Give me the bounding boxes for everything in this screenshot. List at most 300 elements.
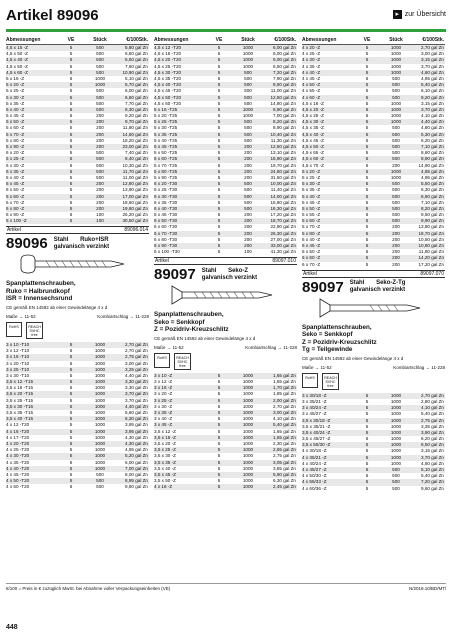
cell-price: 13,80 gal Zn	[418, 224, 444, 230]
cell-ve: 5	[365, 150, 369, 156]
cell-stueck: 500	[244, 94, 252, 100]
cell-dimension: 5 x 20 -T25	[154, 113, 178, 119]
cell-stueck: 500	[244, 181, 252, 187]
cell-ve: 5	[217, 416, 221, 422]
cell-ve: 5	[217, 181, 221, 187]
cell-ve: 5	[217, 459, 221, 465]
cell-dimension: 3,5 x 35/21 -Z	[302, 423, 331, 429]
cell-stueck: 1000	[390, 100, 402, 106]
cell-stueck: 1000	[390, 69, 402, 75]
cell-dimension: 3 x 30/18 -Z	[302, 392, 327, 398]
cell-price: 6,50 gal Zn	[125, 51, 148, 57]
cell-price: 4,30 gal Zn	[125, 434, 148, 440]
cell-price: 4,40 gal Zn	[125, 372, 148, 378]
cell-dimension: 6 x 30 -T30	[154, 193, 178, 199]
cell-price: 5,40 gal Zn	[421, 473, 444, 479]
cell-dimension: 4 x 30 -Z	[302, 57, 321, 63]
header-ve: VE	[363, 37, 371, 43]
article-bar	[302, 270, 445, 278]
desc-line-3: Z = Pozidriv-Kreuzschlitz	[154, 326, 229, 334]
cell-ve: 5	[365, 106, 369, 112]
cell-stueck: 500	[244, 125, 252, 131]
cell-dimension: 6 x 70 -Z	[6, 199, 25, 205]
cell-ve: 5	[365, 218, 369, 224]
cell-dimension: 4,5 x 35 -Z	[302, 125, 324, 131]
cell-stueck: 1000	[390, 398, 402, 404]
cell-ve: 5	[217, 57, 221, 63]
dimensions-link[interactable]: Maße → 11-52	[6, 313, 36, 319]
article-bar	[6, 226, 149, 234]
cell-dimension: 4,5 x 55 -Z	[302, 150, 324, 156]
cell-price: 1,85 gal Zn	[273, 391, 296, 397]
cell-price: 18,70 gal Zn	[270, 218, 296, 224]
cell-dimension: 6 x 50 -Z	[6, 187, 25, 193]
cell-dimension: 4 x 45 -T20	[6, 471, 30, 477]
cell-dimension: 6 x 80 -T30	[154, 236, 178, 242]
cell-dimension: 4 x 30 -T20	[6, 453, 30, 459]
cell-ve: 5	[69, 391, 73, 397]
cell-dimension: 6 x 100 -T30	[154, 249, 180, 255]
cell-dimension: 3 x 45 -Z	[154, 422, 173, 428]
cell-price: 8,00 gal Zn	[125, 471, 148, 477]
cell-dimension: 6 x 20 -Z	[6, 150, 25, 156]
cell-dimension: 4 x 30/18 -Z	[302, 448, 327, 454]
cell-price: 12,50 gal Zn	[270, 144, 296, 149]
cell-price: 6,00 gal Zn	[125, 88, 148, 94]
cell-price: 6,50 gal Zn	[421, 442, 444, 448]
cell-ve: 5	[69, 119, 73, 125]
cell-dimension: 4 x 12 -T20	[6, 422, 30, 428]
cell-dimension: 3,5 x 40 -Z	[154, 465, 176, 471]
cell-dimension: 3 x 10 -Z	[154, 372, 173, 378]
cell-stueck: 1000	[94, 459, 106, 465]
cell-ve: 5	[365, 181, 369, 187]
cell-ve: 5	[69, 162, 73, 168]
cell-stueck: 1000	[390, 411, 402, 417]
cell-price: 5,40 gal Zn	[421, 411, 444, 417]
cell-stueck: 1000	[94, 447, 106, 453]
cell-dimension: 3 x 16 -T10	[6, 354, 30, 360]
cell-ve: 5	[217, 113, 221, 119]
cell-price: 2,65 gal Zn	[273, 447, 296, 453]
cell-stueck: 500	[96, 57, 104, 63]
cell-ve: 5	[365, 448, 369, 454]
cell-dimension: 3,5 x 30 -Z	[154, 453, 176, 459]
cell-stueck: 1000	[242, 447, 254, 453]
desc-line-2: Seko = Senkkopf	[302, 331, 353, 339]
cell-stueck: 100	[96, 212, 104, 218]
combination-link[interactable]: Kombiartschlag → 11-228	[245, 344, 297, 350]
cell-dimension: 4 x 35 -T20	[6, 459, 30, 465]
cell-dimension: 4 x 16 -T20	[6, 428, 30, 434]
cell-dimension: 6 x 90 -Z	[6, 212, 25, 218]
cell-dimension: 5 x 90 -Z	[6, 144, 25, 149]
cell-price: 10,00 gal Zn	[270, 181, 296, 187]
cell-price: 6,10 gal Zn	[421, 88, 444, 94]
cell-ve: 5	[217, 379, 221, 385]
cell-ve: 5	[365, 236, 369, 242]
article-finish: galvanisch verzinkt	[53, 243, 110, 250]
cell-stueck: 500	[392, 479, 400, 485]
cell-dimension: 4 x 60 -Z	[302, 94, 321, 100]
cell-price: 3,00 gal Zn	[273, 410, 296, 415]
cell-ve: 5	[69, 410, 73, 415]
cell-ve: 5	[217, 51, 221, 57]
cell-ve: 5	[217, 168, 221, 174]
cell-price: 6,30 gal Zn	[421, 187, 444, 193]
cell-stueck: 1000	[242, 385, 254, 391]
combination-link[interactable]: Kombiartschlag → 11-228	[97, 313, 149, 319]
cell-stueck: 1000	[94, 453, 106, 459]
cell-ve: 5	[217, 471, 221, 477]
article-label: Artikel	[303, 270, 317, 277]
cell-ve: 5	[69, 168, 73, 174]
cell-price: 7,20 gal Zn	[273, 69, 296, 75]
cell-ve: 5	[365, 144, 369, 149]
cell-stueck: 1000	[390, 45, 402, 50]
cell-ve: 5	[217, 372, 221, 378]
cell-ve: 5	[217, 397, 221, 403]
page-title: Artikel 89096	[6, 7, 99, 24]
rohs-badge: RoHS	[302, 373, 318, 388]
cell-stueck: 500	[96, 150, 104, 156]
table-row	[6, 218, 149, 224]
cell-ve: 5	[365, 113, 369, 119]
cell-price: 5,60 gal Zn	[125, 410, 148, 415]
cell-ve: 5	[69, 212, 73, 218]
cert-badges	[302, 373, 445, 390]
cell-dimension: 3 x 40/24 -Z	[302, 405, 327, 411]
cell-dimension: 4 x 55/33 -Z	[302, 479, 327, 485]
cell-ve: 5	[365, 162, 369, 168]
cell-dimension: 5 x 40 -Z	[302, 193, 321, 199]
cell-stueck: 1000	[94, 354, 106, 360]
cell-price: 8,20 gal Zn	[273, 119, 296, 125]
cell-ve: 5	[69, 106, 73, 112]
cell-dimension: 6 x 70 -T30	[154, 230, 178, 236]
cell-stueck: 1000	[242, 422, 254, 428]
dimensions-link[interactable]: Maße → 11-52	[302, 364, 332, 370]
cell-price: 3,70 gal Zn	[125, 397, 148, 403]
cell-price: 3,70 gal Zn	[421, 106, 444, 112]
cell-dimension: 5 x 16 -T25	[154, 106, 178, 112]
cell-price: 41,30 gal Zn	[270, 249, 296, 255]
reach-badge: REACH SVHC free	[26, 322, 43, 339]
cell-stueck: 1000	[390, 113, 402, 119]
header-stueck: Stück	[241, 37, 255, 43]
cell-ve: 5	[365, 137, 369, 143]
cell-stueck: 500	[96, 63, 104, 69]
cell-dimension: 6 x 60 -Z	[6, 193, 25, 199]
cell-dimension: 3,5 x 12 -Z	[154, 428, 176, 434]
cell-stueck: 1000	[94, 366, 106, 372]
ce-note: CE gemäß EN 14592 ab einer Gewindelänge 4 x d	[154, 335, 256, 341]
cell-stueck: 500	[96, 471, 104, 477]
cell-ve: 5	[365, 405, 369, 411]
cell-ve: 5	[69, 478, 73, 484]
cell-stueck: 1000	[242, 471, 254, 477]
cell-price: 2,80 gal Zn	[421, 398, 444, 404]
cell-stueck: 500	[96, 174, 104, 180]
article-finish: galvanisch verzinkt	[349, 287, 406, 294]
cell-dimension: 4,5 x 16 -T20	[154, 51, 182, 57]
cell-dimension: 4,5 x 35 -T20	[154, 75, 182, 81]
cell-stueck: 1000	[94, 372, 106, 378]
cell-dimension: 3,5 x 45 -Z	[154, 471, 176, 477]
cell-stueck: 1000	[94, 385, 106, 391]
cell-price: 3,30 gal Zn	[125, 379, 148, 385]
cell-stueck: 200	[244, 230, 252, 236]
cell-stueck: 1000	[390, 429, 402, 435]
cell-stueck: 1000	[390, 460, 402, 466]
cell-ve: 5	[365, 417, 369, 423]
cell-dimension: 5 x 25 -Z	[6, 88, 25, 94]
cell-dimension: 3 x 45/27 -Z	[302, 411, 327, 417]
cell-price: 2,75 gal Zn	[273, 453, 296, 459]
cell-dimension: 3 x 12 -Z	[154, 379, 173, 385]
cell-ve: 5	[69, 440, 73, 446]
cell-price: 12,50 gal Zn	[270, 94, 296, 100]
cell-dimension: 4,5 x 30 -Z	[302, 119, 324, 125]
cell-stueck: 1000	[242, 434, 254, 440]
cell-price: 10,50 gal Zn	[418, 236, 444, 242]
cell-price: 5,40 gal Zn	[421, 82, 444, 88]
article-block	[154, 266, 297, 283]
cell-ve: 5	[69, 385, 73, 391]
cell-ve: 5	[69, 199, 73, 205]
cell-ve: 5	[365, 460, 369, 466]
cell-stueck: 1000	[94, 410, 106, 415]
cell-stueck: 1000	[242, 484, 254, 490]
cell-dimension: 5 x 45 -Z	[6, 113, 25, 119]
cell-dimension: 6 x 40 -T30	[154, 205, 178, 211]
cell-dimension: 3,5 x 35 -Z	[154, 459, 176, 465]
table-row	[154, 249, 297, 255]
article-spec	[350, 280, 406, 294]
cell-dimension: 4 x 50 -Z	[302, 82, 321, 88]
cell-stueck: 500	[392, 125, 400, 131]
cell-dimension: 5 x 60 -Z	[6, 125, 25, 131]
cell-dimension: 3,5 x 25 -Z	[154, 447, 176, 453]
cell-stueck: 200	[96, 193, 104, 199]
cert-badges	[6, 322, 149, 339]
arrow-icon: ▸	[393, 10, 402, 19]
cell-ve: 5	[365, 100, 369, 106]
article-type: Ruko+ISR	[80, 236, 109, 243]
cell-ve: 5	[69, 131, 73, 137]
screw-icon	[302, 296, 442, 320]
cell-price: 6,00 gal Zn	[125, 459, 148, 465]
cell-price: 16,30 gal Zn	[270, 205, 296, 211]
header-dimensions: Abmessungen	[6, 37, 41, 43]
dimensions-link[interactable]: Maße → 11-52	[154, 344, 184, 350]
cell-price: 1,70 gal Zn	[273, 385, 296, 391]
cell-price: 4,10 gal Zn	[421, 405, 444, 411]
cell-price: 7,10 gal Zn	[421, 199, 444, 205]
cell-stueck: 200	[96, 125, 104, 131]
cell-stueck: 500	[392, 212, 400, 218]
cell-dimension: 4,5 x 20 -Z	[302, 106, 324, 112]
cell-stueck: 1000	[94, 403, 106, 409]
cell-stueck: 1000	[242, 465, 254, 471]
cell-price: 7,20 gal Zn	[421, 479, 444, 485]
cell-ve: 5	[217, 137, 221, 143]
cell-dimension: 4 x 16 -Z	[154, 484, 173, 490]
cell-ve: 5	[69, 144, 73, 149]
table-body	[154, 45, 297, 255]
overview-link[interactable]	[393, 10, 446, 19]
cell-dimension: 4 x 40 -Z	[302, 69, 321, 75]
article-spec	[54, 237, 109, 251]
cell-price: 6,20 gal Zn	[421, 137, 444, 143]
cell-ve: 5	[217, 236, 221, 242]
cell-price: 2,30 gal Zn	[273, 440, 296, 446]
cell-price: 3,70 gal Zn	[421, 454, 444, 460]
cell-stueck: 200	[392, 243, 400, 248]
cell-ve: 5	[365, 429, 369, 435]
cell-price: 7,00 gal Zn	[273, 113, 296, 119]
cell-dimension: 4,5 x 40 -T20	[154, 82, 182, 88]
cell-price: 6,90 gal Zn	[273, 106, 296, 112]
cell-dimension: 5 x 50 -T25	[154, 150, 178, 156]
cell-ve: 5	[69, 82, 73, 88]
cell-ve: 5	[365, 255, 369, 261]
cell-price: 9,70 gal Zn	[125, 119, 148, 125]
cell-ve: 5	[69, 484, 73, 490]
cell-dimension: 4 x 35/21 -Z	[302, 454, 327, 460]
cell-stueck: 200	[96, 205, 104, 211]
cell-stueck: 500	[392, 156, 400, 162]
desc-line-2: Seko = Senkkopf	[154, 318, 205, 326]
cell-dimension: 6 x 45 -Z	[302, 243, 321, 248]
cell-stueck: 200	[96, 119, 104, 125]
cell-stueck: 1000	[390, 51, 402, 57]
cell-ve: 5	[217, 447, 221, 453]
cell-ve: 5	[217, 230, 221, 236]
cell-ve: 5	[69, 88, 73, 94]
cell-ve: 5	[69, 113, 73, 119]
cell-ve: 5	[365, 398, 369, 404]
cell-price: 10,90 gal Zn	[122, 69, 148, 75]
cell-stueck: 500	[392, 88, 400, 94]
cell-stueck: 500	[392, 485, 400, 491]
cell-dimension: 4,5 x 25 -Z	[302, 113, 324, 119]
article-block	[302, 279, 445, 296]
cell-ve: 5	[217, 125, 221, 131]
cell-stueck: 1000	[390, 168, 402, 174]
cell-price: 17,20 gal Zn	[270, 212, 296, 218]
cell-price: 5,90 gal Zn	[273, 471, 296, 477]
cell-ve: 5	[365, 224, 369, 230]
cell-price: 7,10 gal Zn	[421, 144, 444, 149]
cell-dimension: 3,5 x 35 -T15	[6, 410, 34, 415]
cell-dimension: 4 x 50/30 -Z	[302, 473, 327, 479]
cell-ve: 5	[217, 243, 221, 248]
table-body-2	[154, 373, 297, 491]
article-code: 89096.014	[124, 227, 148, 234]
cell-stueck: 200	[96, 144, 104, 149]
cell-dimension: 3,5 x 40 -T15	[6, 416, 34, 422]
cell-stueck: 500	[244, 137, 252, 143]
cell-ve: 5	[217, 75, 221, 81]
cell-stueck: 1000	[242, 106, 254, 112]
cell-stueck: 200	[96, 137, 104, 143]
cell-dimension: 3 x 35/21 -Z	[302, 398, 327, 404]
cell-dimension: 4,5 x 50 -Z	[302, 144, 324, 149]
cell-dimension: 4 x 40/24 -Z	[302, 460, 327, 466]
article-block	[6, 235, 149, 252]
cell-price: 2,70 gal Zn	[125, 348, 148, 354]
cell-price: 9,90 gal Zn	[421, 218, 444, 224]
cell-ve: 5	[365, 205, 369, 211]
cell-dimension: 4,5 x 15 -Z	[6, 45, 28, 50]
article-finish: galvanisch verzinkt	[201, 274, 258, 281]
ce-note: CE gemäß EN 14592 ab einer Gewindelänge 4 x d	[6, 304, 108, 310]
screw-drawing	[154, 283, 297, 307]
cell-ve: 5	[365, 88, 369, 94]
header-price: €/100Stk.	[274, 37, 296, 43]
cell-stueck: 1000	[242, 428, 254, 434]
cell-stueck: 500	[244, 199, 252, 205]
cell-price: 11,40 gal Zn	[270, 187, 296, 193]
combination-link[interactable]: Kombiartschlag → 11-228	[393, 364, 445, 370]
cell-dimension: 4,5 x 60 -Z	[302, 156, 324, 162]
cell-dimension: 6 x 25 -Z	[6, 156, 25, 162]
cell-dimension: 6 x 35 -Z	[6, 168, 25, 174]
cell-ve: 5	[365, 82, 369, 88]
cell-ve: 5	[365, 479, 369, 485]
cell-stueck: 500	[392, 467, 400, 472]
header-ve: VE	[215, 37, 223, 43]
cell-dimension: 5 x 20 -Z	[6, 82, 25, 88]
cell-dimension: 4,5 x 60 -T20	[154, 100, 182, 106]
cell-dimension: 4,5 x 16 -Z	[302, 100, 324, 106]
article-code: 89097.070	[420, 270, 444, 277]
cell-ve: 5	[365, 193, 369, 199]
cell-ve: 5	[217, 218, 221, 224]
cell-price: 11,00 gal Zn	[122, 174, 148, 180]
cell-stueck: 500	[96, 51, 104, 57]
cell-dimension: 4 x 60 -T20	[6, 484, 30, 490]
cell-ve: 5	[365, 473, 369, 479]
cell-ve: 5	[365, 423, 369, 429]
cell-price: 3,05 gal Zn	[273, 459, 296, 465]
cell-stueck: 1000	[390, 442, 402, 448]
cell-price: 5,20 gal Zn	[125, 453, 148, 459]
cell-stueck: 500	[96, 168, 104, 174]
cell-ve: 5	[217, 224, 221, 230]
cell-dimension: 5 x 30 -Z	[6, 94, 25, 100]
table-header	[154, 35, 297, 45]
cell-ve: 5	[69, 205, 73, 211]
cell-stueck: 1000	[390, 417, 402, 423]
cell-dimension: 3 x 20 -Z	[154, 391, 173, 397]
cell-dimension: 4 x 25 -T20	[6, 447, 30, 453]
cell-stueck: 200	[244, 218, 252, 224]
cell-ve: 5	[69, 403, 73, 409]
cell-price: 18,70 gal Zn	[418, 230, 444, 236]
table-body-2	[6, 342, 149, 491]
references	[6, 314, 149, 319]
cell-stueck: 500	[392, 94, 400, 100]
cell-stueck: 1000	[94, 82, 106, 88]
cell-price: 5,10 gal Zn	[421, 467, 444, 472]
table-row	[302, 262, 445, 268]
cell-stueck: 200	[244, 243, 252, 248]
cell-dimension: 5 x 80 -T25	[154, 168, 178, 174]
cell-price: 6,20 gal Zn	[421, 436, 444, 442]
cell-ve: 5	[217, 63, 221, 69]
